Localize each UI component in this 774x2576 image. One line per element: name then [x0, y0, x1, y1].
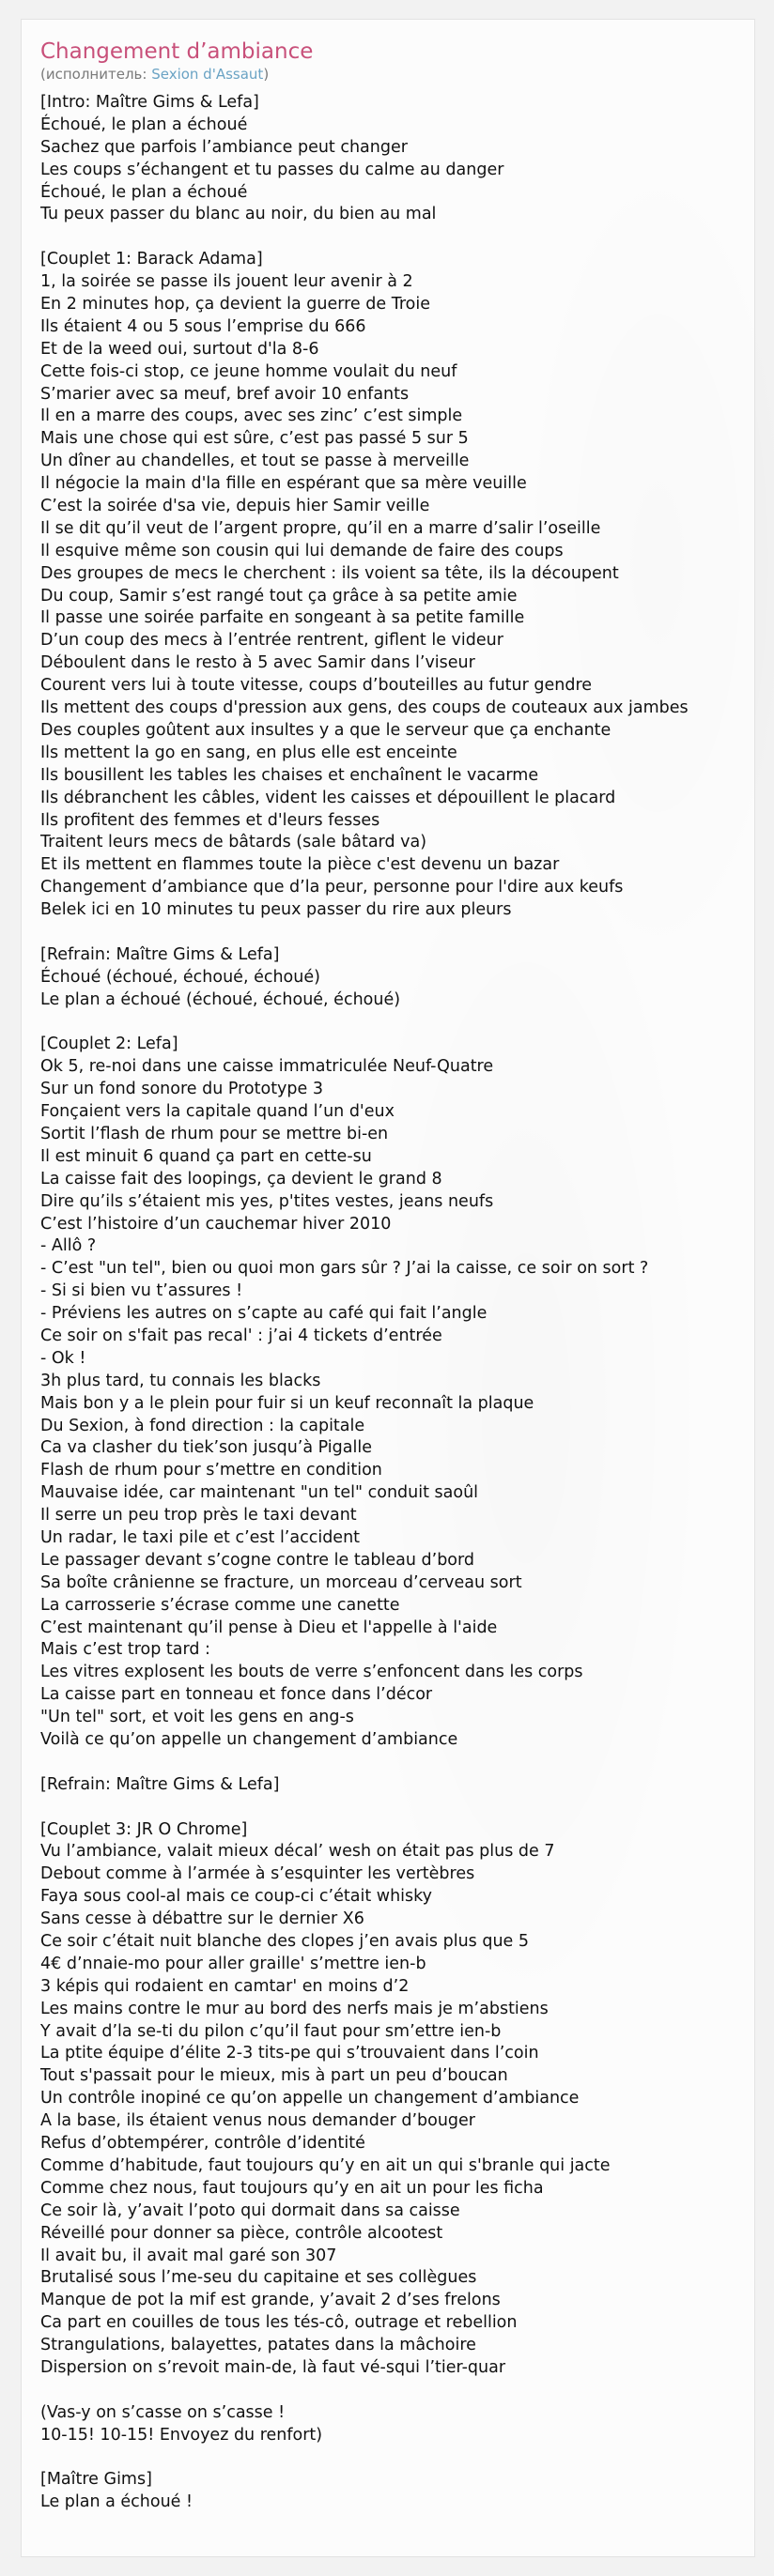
lyrics-line: Mais une chose qui est sûre, c’est pas passé 5 sur 5 [40, 429, 469, 449]
lyrics-line: Sortit l’flash de rhum pour se mettre bi-en [40, 1124, 389, 1143]
lyrics-line: Mais bon y a le plein pour fuir si un keuf reconnaît la plaque [40, 1393, 534, 1413]
lyrics-line: Le passager devant s’cogne contre le tableau d’bord [40, 1550, 474, 1570]
lyrics-line: Un contrôle inopiné ce qu’on appelle un changement d’ambiance [40, 2089, 580, 2108]
lyrics-line: Il passe une soirée parfaite en songeant à sa petite famille [40, 608, 525, 628]
lyrics-blank-line [40, 922, 754, 944]
lyrics-line: Belek ici en 10 minutes tu peux passer du rire aux pleurs [40, 900, 512, 920]
lyrics-line: "Un tel" sort, et voit les gens en ang-s [40, 1708, 354, 1727]
lyrics-line: Faya sous cool-al mais ce coup-ci c’était whisky [40, 1887, 433, 1907]
lyrics-line: S’marier avec sa meuf, bref avoir 10 enfants [40, 384, 410, 404]
lyrics-line: 10-15! 10-15! Envoyez du renfort) [40, 2425, 323, 2445]
performer-line [40, 65, 269, 84]
lyrics-line: En 2 minutes hop, ça devient la guerre de Troie [40, 295, 430, 314]
lyrics-line: - Si si bien vu t’assures ! [40, 1281, 243, 1301]
lyrics-line: Tu peux passer du blanc au noir, du bien au mal [40, 205, 437, 224]
lyrics-line: Sachez que parfois l’ambiance peut changer [40, 137, 408, 157]
lyrics-line: A la base, ils étaient venus nous demander d’bouger [40, 2111, 475, 2131]
lyrics-line: Ca va clasher du tiek’son jusqu’à Pigalle [40, 1438, 372, 1458]
lyrics-line: Échoué, le plan a échoué [40, 115, 248, 134]
lyrics-line: Et de la weed oui, surtout d'la 8-6 [40, 339, 319, 359]
lyrics-line: La caisse part en tonneau et fonce dans l’décor [40, 1685, 433, 1705]
lyrics-line: Du Sexion, à fond direction : la capitale [40, 1416, 365, 1435]
lyrics-blank-line [40, 2447, 754, 2470]
lyrics-line: Des couples goûtent aux insultes y a que le serveur que ça enchante [40, 720, 611, 740]
lyrics-line: Ce soir là, y’avait l’poto qui dormait dans sa caisse [40, 2200, 460, 2220]
lyrics-line: Un radar, le taxi pile et c’est l’accident [40, 1528, 361, 1547]
lyrics-line: Des groupes de mecs le cherchent : ils voient sa tête, ils la découpent [40, 563, 619, 583]
lyrics-line: Ils profitent des femmes et d'leurs fesses [40, 810, 380, 830]
lyrics-line: Changement d’ambiance que d’la peur, personne pour l'dire aux keufs [40, 878, 624, 897]
lyrics-line: La carrosserie s’écrase comme une canette [40, 1595, 400, 1615]
lyrics-blank-line [40, 1797, 754, 1819]
lyrics-line: Sa boîte crânienne se fracture, un morceau d’cerveau sort [40, 1572, 522, 1592]
lyrics-line: - Allô ? [40, 1236, 97, 1256]
lyrics-line: 1, la soirée se passe ils jouent leur avenir à 2 [40, 272, 413, 292]
lyrics-line: [Refrain: Maître Gims & Lefa] [40, 1774, 280, 1794]
lyrics-line: Manque de pot la mif est grande, y’avait 2 d’ses frelons [40, 2291, 501, 2310]
lyrics-line: C’est l’histoire d’un cauchemar hiver 2010 [40, 1214, 392, 1234]
lyrics-line: Ils bousillent les tables les chaises et enchaînent le vacarme [40, 765, 539, 785]
lyrics-line: Les coups s’échangent et tu passes du calme au danger [40, 160, 504, 179]
lyrics-line: 3h plus tard, tu connais les blacks [40, 1371, 321, 1390]
lyrics-line: (Vas-y on s’casse on s’casse ! [40, 2402, 286, 2422]
lyrics-line: Ce soir c’était nuit blanche des clopes j’en avais plus que 5 [40, 1932, 530, 1952]
lyrics-line: Ce soir on s'fait pas recal' : j’ai 4 tickets d’entrée [40, 1326, 442, 1345]
lyrics-line: Sans cesse à débattre sur le dernier X6 [40, 1909, 364, 1929]
lyrics-line: Il se dit qu’il veut de l’argent propre, qu’il en a marre d’salir l’oseille [40, 518, 601, 538]
lyrics-line: Dire qu’ils s’étaient mis yes, p'tites vestes, jeans neufs [40, 1191, 494, 1211]
lyrics-blank-line [40, 1752, 754, 1774]
song-title: Changement d’ambiance [40, 39, 314, 64]
lyrics-line: [Couplet 3: JR O Chrome] [40, 1819, 248, 1839]
performer-suffix: ) [263, 66, 270, 83]
lyrics-line: 4€ d’nnaie-mo pour aller graille' s’mettre ien-b [40, 1954, 426, 1973]
lyrics-line: Déboulent dans le resto à 5 avec Samir dans l’viseur [40, 653, 475, 673]
lyrics-blank-line [40, 2380, 754, 2402]
performer-prefix: (исполнитель: [40, 66, 152, 83]
lyrics-line: Traitent leurs mecs de bâtards (sale bâtard va) [40, 833, 427, 852]
lyrics-line: - Préviens les autres on s’capte au café qui fait l’angle [40, 1304, 488, 1324]
lyrics-line: Brutalisé sous l’me-seu du capitaine et ses collègues [40, 2268, 477, 2288]
lyrics-line: Échoué, le plan a échoué [40, 182, 248, 202]
lyrics-blank-line [40, 1012, 754, 1035]
lyrics-line: Il négocie la main d'la fille en espérant que sa mère veuille [40, 474, 527, 494]
lyrics-line: Debout comme à l’armée à s’esquinter les vertèbres [40, 1864, 475, 1884]
lyrics-line: [Refrain: Maître Gims & Lefa] [40, 944, 280, 964]
lyrics-line: Vu l’ambiance, valait mieux décal’ wesh on était pas plus de 7 [40, 1842, 555, 1862]
lyrics-line: Ca part en couilles de tous les tés-cô, outrage et rebellion [40, 2313, 518, 2333]
lyrics-line: Les vitres explosent les bouts de verre s’enfoncent dans les corps [40, 1663, 583, 1682]
lyrics-line: Ils débranchent les câbles, vident les caisses et dépouillent le placard [40, 788, 616, 807]
lyrics-line: [Couplet 1: Barack Adama] [40, 250, 263, 269]
lyrics-line: Refus d’obtempérer, contrôle d’identité [40, 2134, 365, 2154]
lyrics-line: Le plan a échoué (échoué, échoué, échoué) [40, 989, 401, 1009]
lyrics-line: Mauvaise idée, car maintenant "un tel" conduit saoûl [40, 1483, 479, 1503]
lyrics-line: C’est maintenant qu’il pense à Dieu et l'appelle à l'aide [40, 1618, 498, 1637]
lyrics-line: Il serre un peu trop près le taxi devant [40, 1506, 357, 1526]
lyrics-line: Voilà ce qu’on appelle un changement d’ambiance [40, 1730, 458, 1750]
lyrics-line: C’est la soirée d'sa vie, depuis hier Samir veille [40, 497, 430, 516]
lyrics-line: Dispersion on s’revoit main-de, là faut vé-squi l’tier-quar [40, 2357, 506, 2377]
artist-link[interactable]: Sexion d'Assaut [151, 66, 264, 83]
lyrics-line: Comme chez nous, faut toujours qu’y en ait un pour les ficha [40, 2178, 544, 2198]
lyrics-line: Ils mettent la go en sang, en plus elle est enceinte [40, 743, 457, 762]
lyrics-line: Cette fois-ci stop, ce jeune homme voulait du neuf [40, 361, 457, 381]
lyrics-line: Y avait d’la se-ti du pilon c’qu’il faut pour sm’ettre ien-b [40, 2021, 502, 2041]
lyrics-line: La caisse fait des loopings, ça devient le grand 8 [40, 1169, 442, 1188]
lyrics-line: [Couplet 2: Lefa] [40, 1035, 178, 1054]
lyrics-line: Il esquive même son cousin qui lui demande de faire des coups [40, 541, 564, 560]
lyrics-line: Il avait bu, il avait mal garé son 307 [40, 2246, 337, 2265]
lyrics-line: Échoué (échoué, échoué, échoué) [40, 967, 320, 987]
lyrics-line: Comme d’habitude, faut toujours qu’y en ait un qui s'branle qui jacte [40, 2155, 611, 2175]
lyrics-line: Ils mettent des coups d'pression aux gens, des coups de couteaux aux jambes [40, 698, 689, 718]
lyrics-line: Fonçaient vers la capitale quand l’un d'eux [40, 1102, 395, 1122]
lyrics-line: Réveillé pour donner sa pièce, contrôle alcootest [40, 2223, 443, 2243]
lyrics-line: D’un coup des mecs à l’entrée rentrent, giflent le videur [40, 631, 503, 651]
lyrics-line: Ils étaient 4 ou 5 sous l’emprise du 666 [40, 316, 366, 336]
lyrics-line: Un dîner au chandelles, et tout se passe à merveille [40, 452, 470, 471]
lyrics-line: Mais c’est trop tard : [40, 1640, 210, 1660]
lyrics-line: [Maître Gims] [40, 2470, 152, 2490]
lyrics-line: Tout s'passait pour le mieux, mis à part un peu d’boucan [40, 2066, 508, 2086]
lyrics-line: Le plan a échoué ! [40, 2492, 194, 2512]
lyrics-line: Et ils mettent en flammes toute la pièce c'est devenu un bazar [40, 855, 560, 875]
lyrics-line: Courent vers lui à toute vitesse, coups d’bouteilles au futur gendre [40, 676, 593, 696]
lyrics-line: Du coup, Samir s’est rangé tout ça grâce à sa petite amie [40, 586, 518, 606]
lyrics-card [21, 19, 755, 2557]
lyrics-line: Strangulations, balayettes, patates dans la mâchoire [40, 2336, 476, 2355]
lyrics-line: Flash de rhum pour s’mettre en condition [40, 1461, 382, 1480]
lyrics-line: La ptite équipe d’élite 2-3 tits-pe qui s’trouvaient dans l’coin [40, 2044, 539, 2063]
lyrics-blank-line [40, 226, 754, 249]
lyrics-line: Ok 5, re-noi dans une caisse immatriculée Neuf-Quatre [40, 1057, 494, 1077]
lyrics-text [40, 92, 754, 2514]
lyrics-line: [Intro: Maître Gims & Lefa] [40, 93, 259, 112]
lyrics-line: Il en a marre des coups, avec ses zinc’ c’est simple [40, 406, 463, 426]
lyrics-line: Sur un fond sonore du Prototype 3 [40, 1080, 323, 1099]
lyrics-line: Il est minuit 6 quand ça part en cette-su [40, 1146, 372, 1166]
lyrics-line: - C’est "un tel", bien ou quoi mon gars sûr ? J’ai la caisse, ce soir on sort ? [40, 1259, 649, 1279]
lyrics-line: - Ok ! [40, 1348, 86, 1368]
lyrics-line: 3 képis qui rodaient en camtar' en moins d’2 [40, 1976, 410, 1996]
lyrics-line: Les mains contre le mur au bord des nerfs mais je m’abstiens [40, 1999, 549, 2018]
